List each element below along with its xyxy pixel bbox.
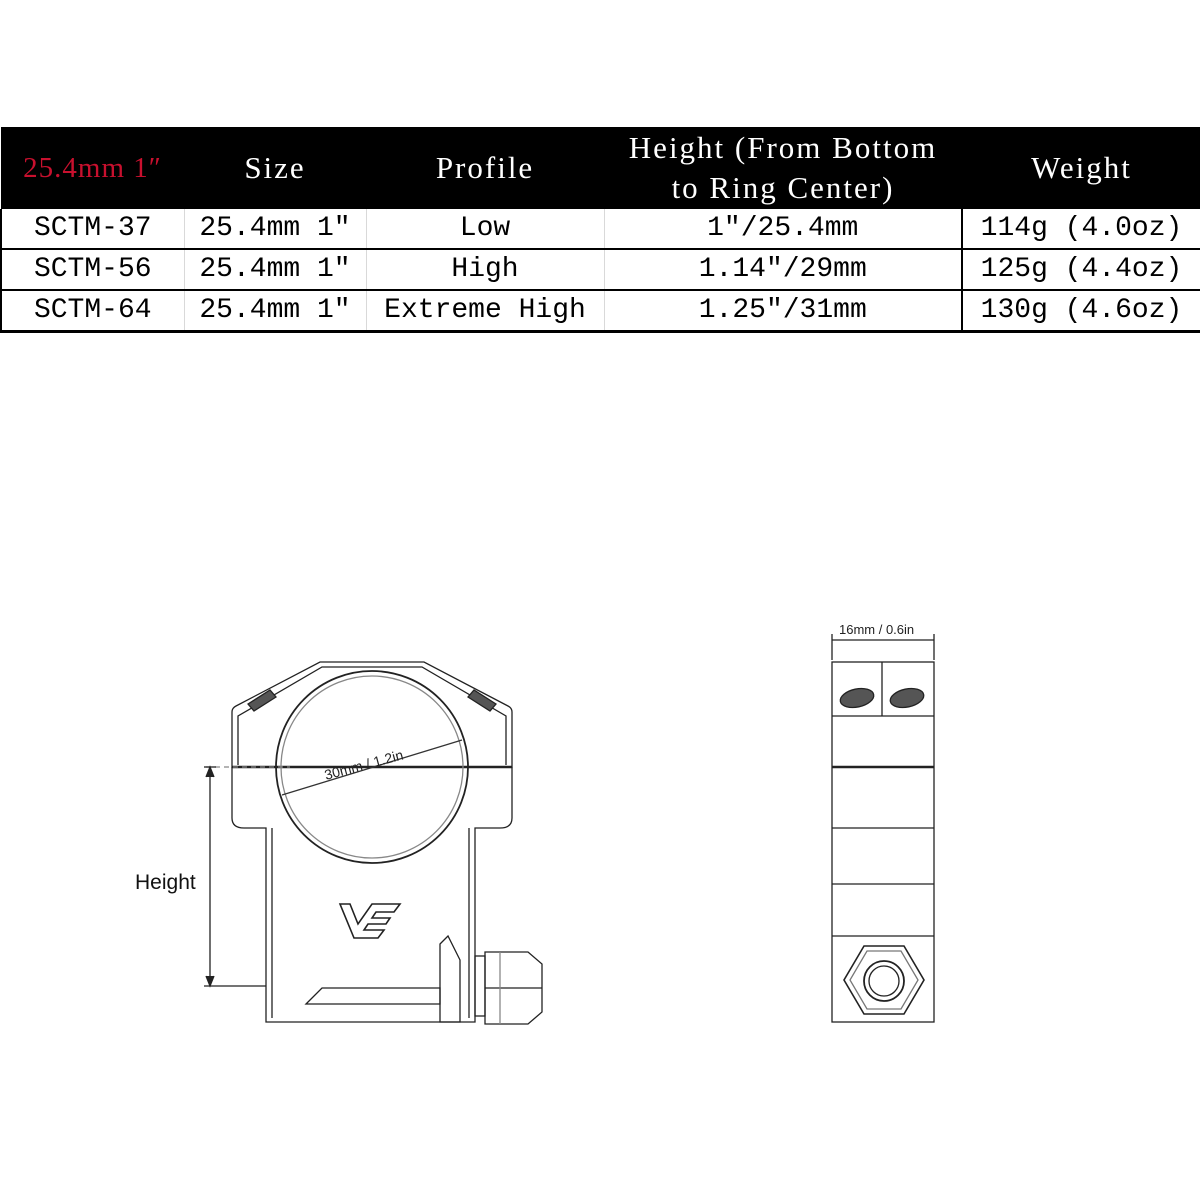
side-view-drawing bbox=[832, 622, 934, 1022]
cell-height: 1.25″/31mm bbox=[604, 290, 962, 332]
cell-model: SCTM-37 bbox=[1, 209, 184, 249]
cell-profile: Extreme High bbox=[366, 290, 604, 332]
cell-size: 25.4mm 1″ bbox=[184, 209, 366, 249]
cell-model: SCTM-56 bbox=[1, 249, 184, 290]
side-hex-nut-hole bbox=[864, 961, 904, 1001]
width-label: 16mm / 0.6in bbox=[839, 622, 915, 637]
ring-cap-outline bbox=[232, 662, 512, 767]
rail-clamp-left bbox=[306, 988, 440, 1004]
side-cap-screw-right bbox=[889, 686, 926, 711]
header-profile: Profile bbox=[366, 127, 604, 209]
side-cap-screw-left bbox=[839, 686, 876, 711]
cell-model: SCTM-64 bbox=[1, 290, 184, 332]
cell-weight: 130g (4.6oz) bbox=[962, 290, 1200, 332]
diameter-label: 30mm / 1.2in bbox=[322, 746, 405, 783]
height-label: Height bbox=[135, 871, 196, 894]
header-corner-size: 25.4mm 1″ bbox=[1, 127, 184, 209]
height-arrow-bottom bbox=[206, 976, 214, 986]
front-view-drawing bbox=[135, 662, 542, 1024]
cell-height: 1″/25.4mm bbox=[604, 209, 962, 249]
vector-optics-logo-icon bbox=[340, 904, 400, 938]
ring-base-outline bbox=[232, 767, 512, 1022]
side-hex-nut-hole-inner bbox=[869, 966, 899, 996]
cell-size: 25.4mm 1″ bbox=[184, 249, 366, 290]
clamp-nut-base bbox=[475, 956, 485, 1016]
side-hex-nut bbox=[844, 946, 924, 1014]
cell-profile: High bbox=[366, 249, 604, 290]
header-size: Size bbox=[184, 127, 366, 209]
cell-profile: Low bbox=[366, 209, 604, 249]
cap-screw-right bbox=[468, 690, 496, 711]
header-height-line2: to Ring Center) bbox=[671, 170, 895, 205]
rail-clamp-jaw bbox=[440, 936, 460, 1022]
cell-height: 1.14″/29mm bbox=[604, 249, 962, 290]
cell-size: 25.4mm 1″ bbox=[184, 290, 366, 332]
cap-screw-left bbox=[248, 690, 276, 711]
header-weight: Weight bbox=[962, 127, 1200, 209]
height-arrow-top bbox=[206, 767, 214, 777]
cell-weight: 125g (4.4oz) bbox=[962, 249, 1200, 290]
header-height-line1: Height (From Bottom bbox=[628, 130, 938, 165]
cell-weight: 114g (4.0oz) bbox=[962, 209, 1200, 249]
